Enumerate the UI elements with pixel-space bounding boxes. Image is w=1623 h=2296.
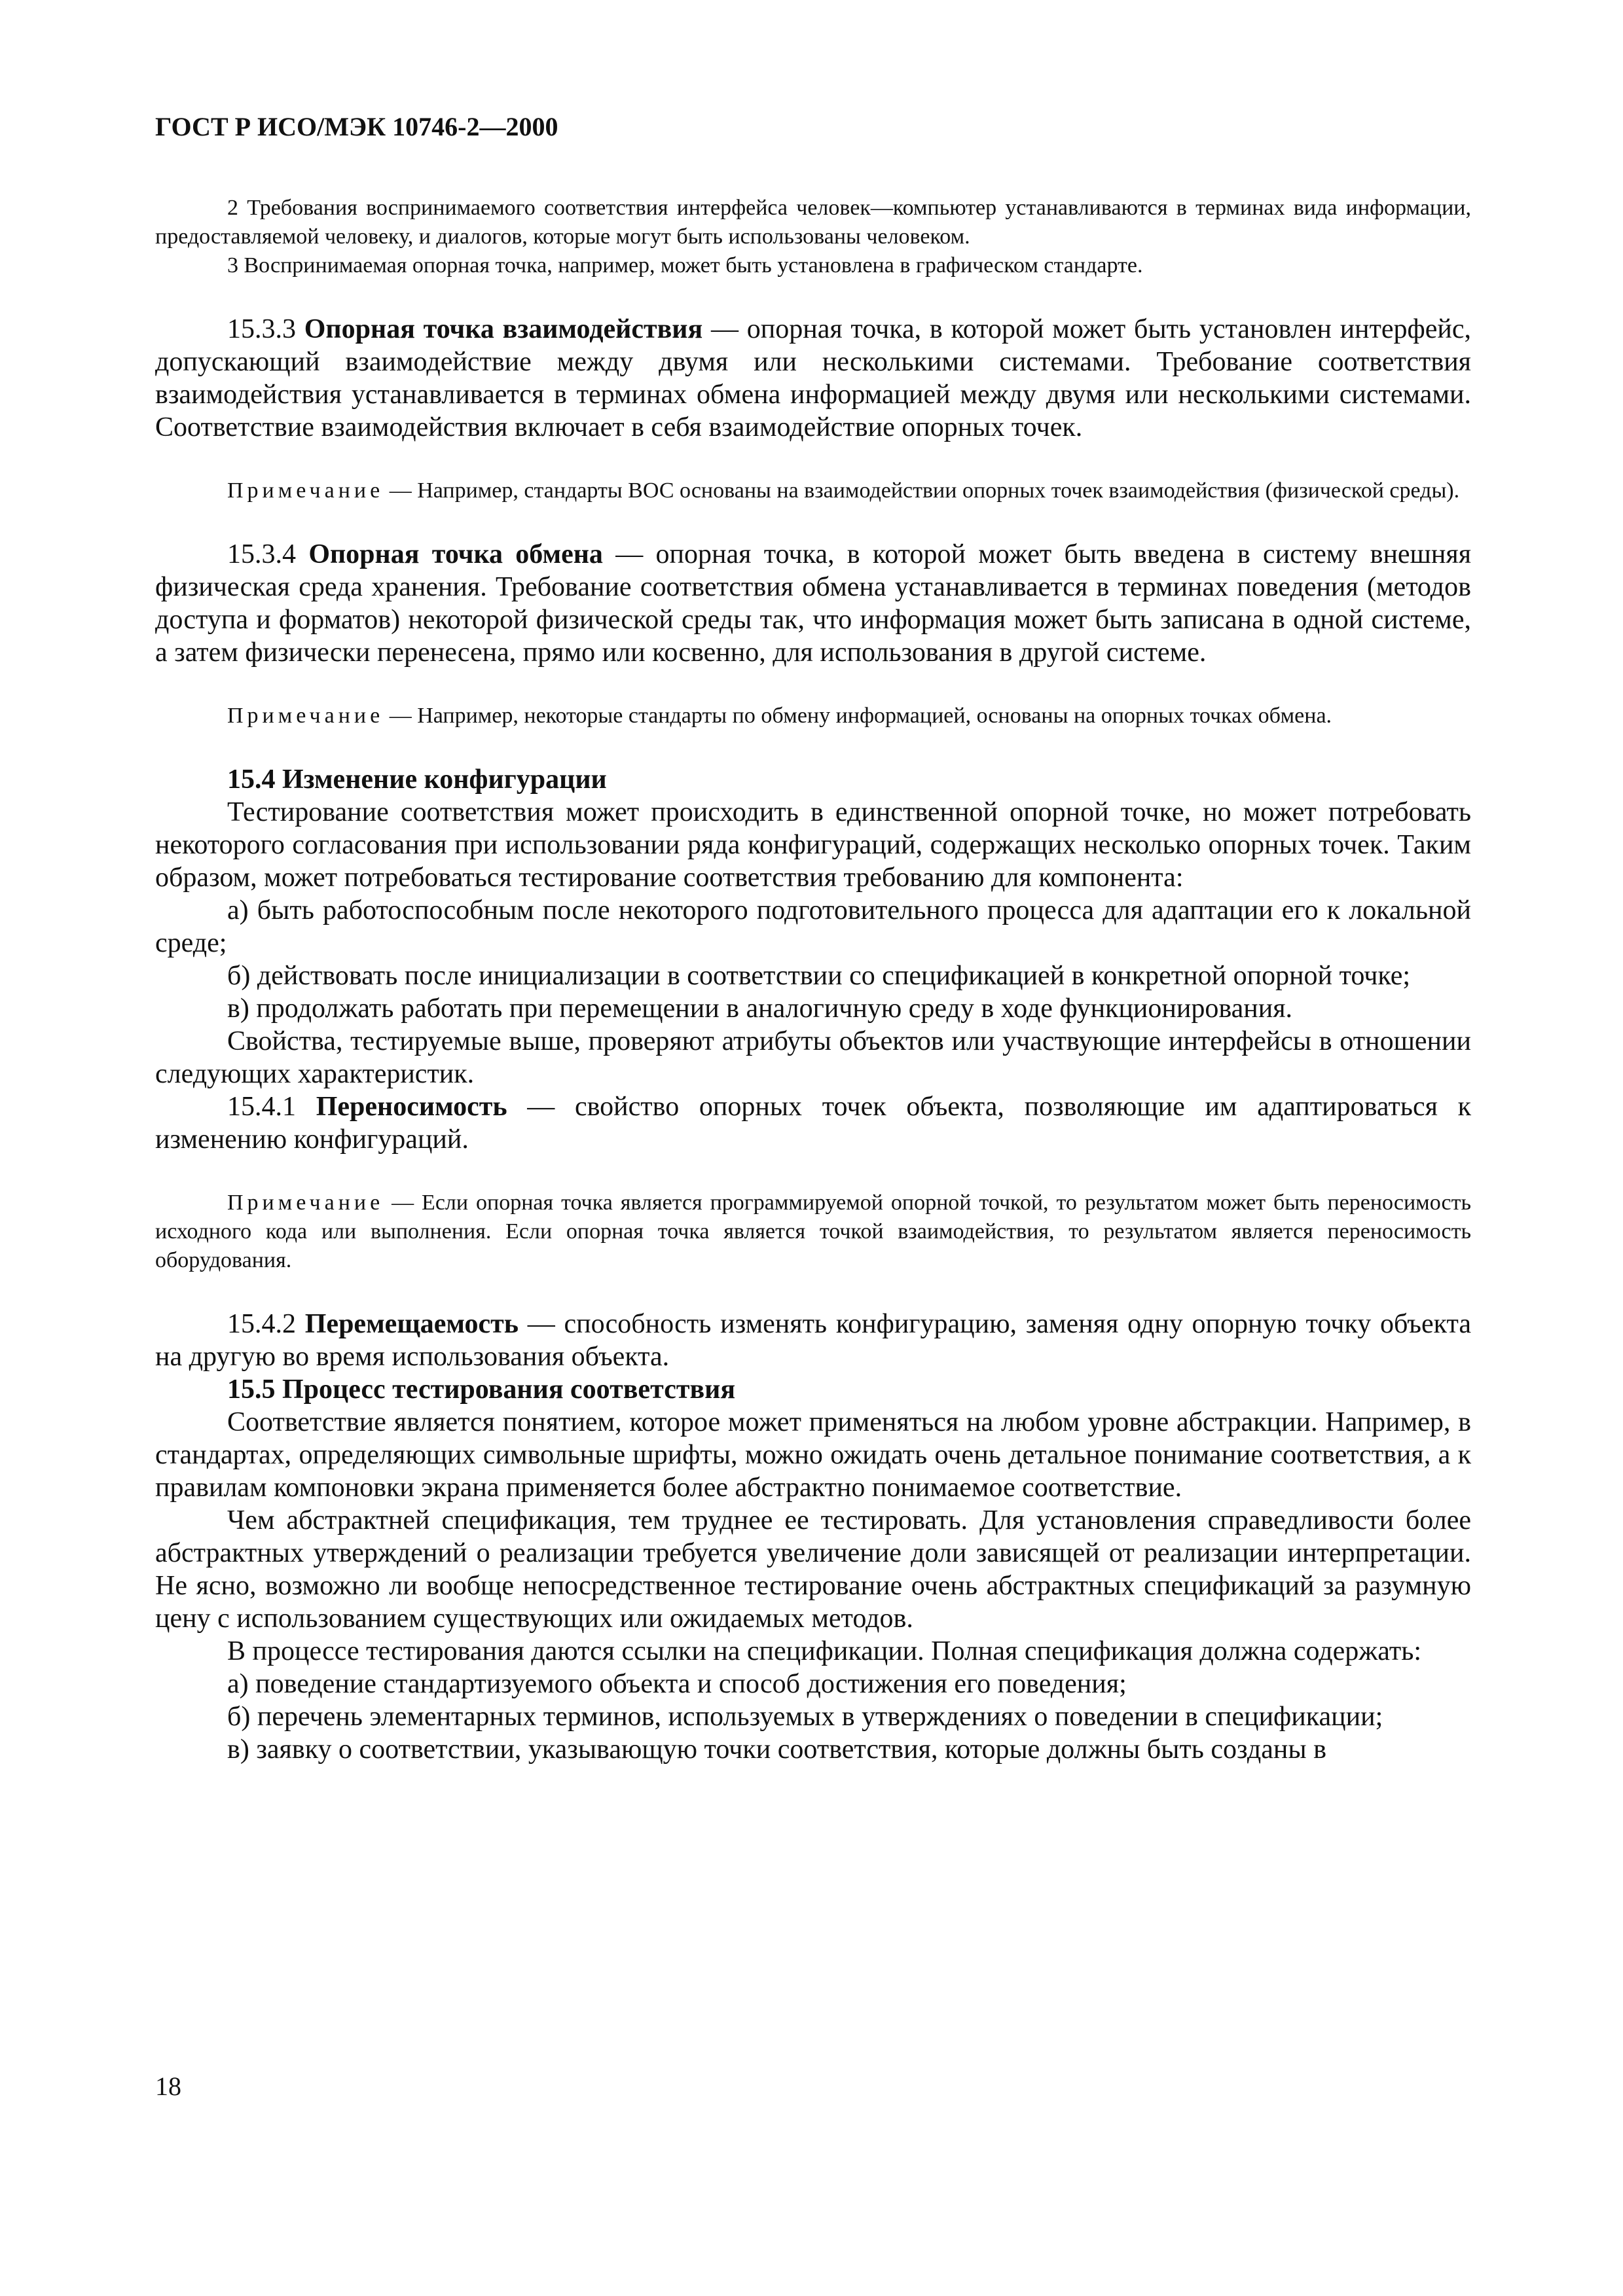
clause-15-4-2 bbox=[155, 1308, 1471, 1373]
note-3 bbox=[155, 1189, 1471, 1275]
section-heading-15-4: 15.4 Изменение конфигурации bbox=[227, 764, 607, 795]
clause-number: 15.4.1 bbox=[227, 1092, 296, 1122]
section-15-4-intro: Тестирование соответствия может происходить в единственной опорной точке, но может потребовать некоторого согласования при использовании ряда конфигураций, содержащих несколько опорных точек. Таким образом, может потребоваться тестирование соответствия требованию для компонента: bbox=[155, 797, 1471, 893]
note-text: — Например, некоторые стандарты по обмену информацией, основаны на опорных точках обмена. bbox=[384, 704, 1332, 728]
document-header: ГОСТ Р ИСО/МЭК 10746-2—2000 bbox=[155, 112, 558, 141]
note-label: Примечание bbox=[227, 704, 384, 728]
list-item-a: а) поведение стандартизуемого объекта и способ достижения его поведения; bbox=[227, 1669, 1127, 1699]
clause-number: 15.3.4 bbox=[227, 539, 296, 569]
note-label: Примечание bbox=[227, 478, 384, 503]
document-page bbox=[155, 111, 1471, 1766]
clause-term: Опорная точка обмена bbox=[308, 539, 603, 569]
clause-number: 15.4.2 bbox=[227, 1309, 296, 1339]
section-15-5-p3: В процессе тестирования даются ссылки на спецификации. Полная спецификация должна содержать: bbox=[227, 1636, 1422, 1666]
section-15-5-p2: Чем абстрактней спецификация, тем труднее ее тестировать. Для установления справедливости более абстрактных утверждений о реализации требуется увеличение доли зависящей от реализации интерпретации. Не ясно, возможно ли вообще непосредственное тестирование очень абстрактных спецификаций за разумную цену с использованием существующих или ожидаемых методов. bbox=[155, 1505, 1471, 1634]
clause-term: Перемещаемость bbox=[304, 1309, 519, 1339]
clause-text: — способность изменять конфигурацию, заменяя одну опорную точку объекта на другую во время использования объекта. bbox=[155, 1309, 1472, 1372]
list-item-v: в) продолжать работать при перемещении в аналогичную среду в ходе функционирования. bbox=[227, 994, 1293, 1024]
clause-text: — опорная точка, в которой может быть установлен интерфейс, допускающий взаимодействие между двумя или несколькими системами. Требование соответствия взаимодействия устанавливается в терминах обмена информацией между двумя или несколькими системами. Соответствие взаимодействия включает в себя взаимодействие опорных точек. bbox=[155, 314, 1472, 442]
clause-15-3-3 bbox=[155, 313, 1471, 444]
clause-text: — свойство опорных точек объекта, позволяющие им адаптироваться к изменению конфигураций. bbox=[155, 1092, 1472, 1155]
section-heading-15-5: 15.5 Процесс тестирования соответствия bbox=[227, 1374, 736, 1405]
clause-term: Переносимость bbox=[316, 1092, 507, 1122]
clause-15-4-1 bbox=[155, 1090, 1471, 1156]
clause-number: 15.3.3 bbox=[227, 314, 296, 344]
list-item-a: а) быть работоспособным после некоторого подготовительного процесса для адаптации его к локальной среде; bbox=[155, 895, 1471, 958]
section-15-4-after: Свойства, тестируемые выше, проверяют атрибуты объектов или участвующие интерфейсы в отношении следующих характеристик. bbox=[155, 1026, 1471, 1089]
note-text: — Если опорная точка является программируемой опорной точкой, то результатом может быть переносимость исходного кода или выполнения. Если опорная точка является точкой взаимодействия, то результатом является переносимость оборудования. bbox=[155, 1191, 1471, 1272]
clause-term: Опорная точка взаимодействия bbox=[304, 314, 703, 344]
clause-15-3-4 bbox=[155, 538, 1471, 669]
note-2 bbox=[155, 702, 1471, 730]
note-label: Примечание bbox=[227, 1191, 384, 1215]
clause-text: — опорная точка, в которой может быть введена в систему внешняя физическая среда хранения. Требование соответствия обмена устанавливается в терминах поведения (методов доступа и форматов) некоторой физической среды так, что информация может быть записана в одной системе, а затем физически перенесена, прямо или косвенно, для использования в другой системе. bbox=[155, 539, 1472, 668]
note-text: — Например, стандарты ВОС основаны на взаимодействии опорных точек взаимодействия (физической среды). bbox=[384, 478, 1460, 503]
note-item-2: 2 Требования воспринимаемого соответствия интерфейса человек—компьютер устанавливаются в терминах вида информации, предоставляемой человеку, и диалогов, которые могут быть использованы человеком. bbox=[155, 196, 1471, 249]
note-item-3: 3 Воспринимаемая опорная точка, например, может быть установлена в графическом стандарте. bbox=[227, 253, 1143, 278]
list-item-v: в) заявку о соответствии, указывающую точки соответствия, которые должны быть созданы в bbox=[227, 1734, 1326, 1765]
page-number: 18 bbox=[155, 2072, 181, 2101]
note-1 bbox=[155, 476, 1471, 505]
section-15-5-p1: Соответствие является понятием, которое может применяться на любом уровне абстракции. Например, в стандартах, определяющих символьные шрифты, можно ожидать очень детальное понимание соответствия, а к правилам компоновки экрана применяется более абстрактно понимаемое соответствие. bbox=[155, 1407, 1471, 1503]
list-item-b: б) действовать после инициализации в соответствии со спецификацией в конкретной опорной точке; bbox=[227, 961, 1411, 991]
list-item-b: б) перечень элементарных терминов, используемых в утверждениях о поведении в спецификации; bbox=[227, 1702, 1383, 1732]
